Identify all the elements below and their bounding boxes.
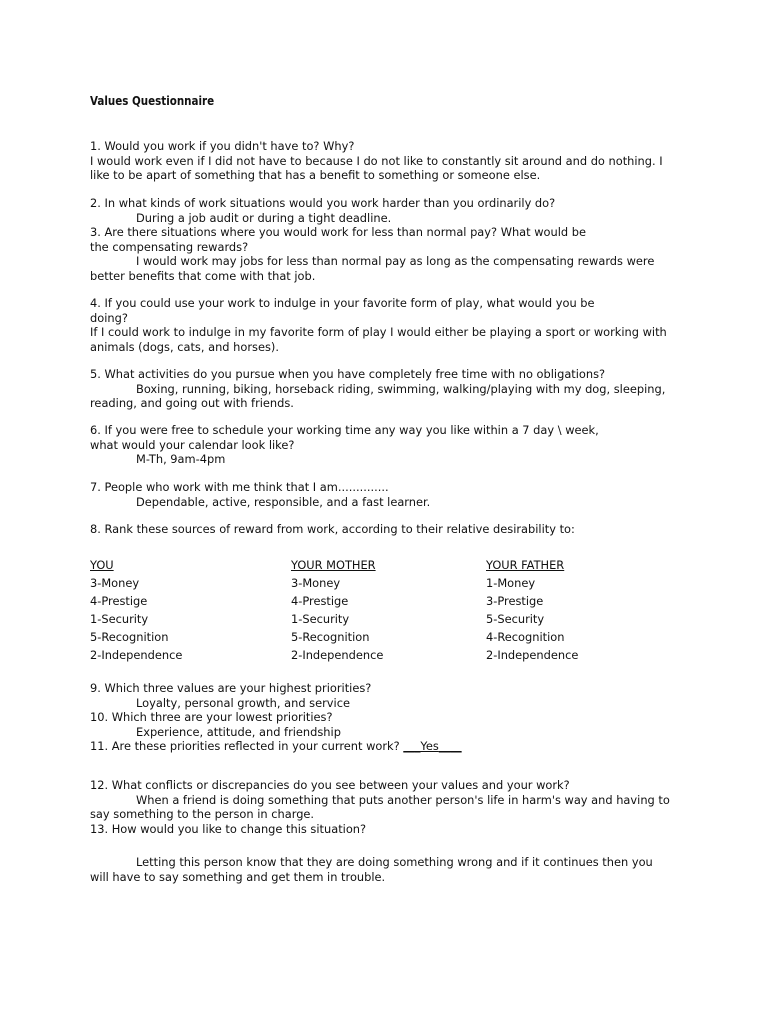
question-9: 9. Which three values are your highest priorities?: [90, 681, 372, 695]
ranking-item: 1-Money: [486, 576, 536, 590]
ranking-item: 5-Security: [486, 612, 545, 626]
ranking-item: 3-Money: [90, 576, 140, 590]
question-4-line-2: doing?: [90, 310, 128, 325]
question-8: 8. Rank these sources of reward from work, according to their relative desirability to:: [90, 522, 575, 536]
question-6-line-1: 6. If you were free to schedule your working time any way you like within a 7 day \ week,: [90, 423, 599, 437]
question-8-block: [90, 522, 690, 537]
answer-1: I would work even if I did not have to because I do not like to constantly sit around and do nothing. I like to be apart of something that has a benefit to something or someone else.: [90, 153, 663, 182]
question-6-block: [90, 423, 690, 467]
answer-11-blank-before: ___: [403, 739, 421, 753]
question-10: 10. Which three are your lowest priorities?: [90, 710, 333, 724]
answer-2: During a job audit or during a tight deadline.: [136, 210, 392, 225]
answer-13: Letting this person know that they are doing something wrong and if it continues then you will have to say something and get them in trouble.: [90, 855, 653, 884]
question-5: 5. What activities do you pursue when you have completely free time with no obligations?: [90, 367, 606, 381]
column-you: [90, 556, 182, 664]
question-9-11-block: [90, 681, 690, 754]
column-header-your-father: YOUR FATHER: [486, 558, 565, 572]
question-4-line-1: 4. If you could use your work to indulge in your favorite form of play, what would you be: [90, 296, 595, 310]
question-6-line-2: what would your calendar look like?: [90, 437, 295, 452]
question-4-block: [90, 296, 690, 354]
ranking-item: 1-Security: [90, 612, 149, 626]
question-7: 7. People who work with me think that I am..............: [90, 480, 389, 494]
answer-10: Experience, attitude, and friendship: [136, 724, 341, 739]
ranking-item: 3-Prestige: [486, 594, 544, 608]
ranking-item: 5-Recognition: [90, 630, 169, 644]
ranking-item: 4-Recognition: [486, 630, 565, 644]
ranking-item: 5-Recognition: [291, 630, 370, 644]
answer-12: When a friend is doing something that puts another person's life in harm's way and having to say something to the person in charge.: [90, 792, 670, 821]
column-header-your-mother: YOUR MOTHER: [291, 558, 376, 572]
question-1-block: [90, 139, 690, 183]
ranking-item: 4-Prestige: [90, 594, 148, 608]
column-header-you: YOU: [90, 558, 114, 572]
answer-7: Dependable, active, responsible, and a fast learner.: [136, 494, 431, 509]
question-12-13-block: [90, 778, 690, 836]
answer-6: M-Th, 9am-4pm: [136, 452, 226, 466]
answer-13-block: [90, 855, 690, 884]
column-your-mother: [291, 556, 383, 664]
question-7-block: [90, 480, 690, 509]
ranking-item: 4-Prestige: [291, 594, 349, 608]
answer-11-blank-after: ____: [438, 739, 462, 753]
ranking-item: 1-Security: [291, 612, 350, 626]
answer-3: I would work may jobs for less than normal pay as long as the compensating rewards were better benefits that come with that job.: [90, 254, 655, 283]
ranking-item: 3-Money: [291, 576, 341, 590]
question-5-block: [90, 367, 690, 411]
question-11: [90, 739, 690, 754]
answer-9: Loyalty, personal growth, and service: [136, 695, 350, 710]
question-2: 2. In what kinds of work situations would you work harder than you ordinarily do?: [90, 196, 556, 210]
question-11-text: 11. Are these priorities reflected in your current work?: [90, 739, 404, 753]
document-title: Values Questionnaire: [90, 94, 215, 108]
question-2-block: [90, 196, 690, 225]
answer-5: Boxing, running, biking, horseback riding, swimming, walking/playing with my dog, sleeping, reading, and going out with friends.: [90, 381, 666, 410]
ranking-item: 2-Independence: [90, 648, 183, 662]
question-3-block: [90, 225, 690, 283]
ranking-item: 2-Independence: [291, 648, 384, 662]
answer-11: Yes: [420, 739, 439, 753]
ranking-item: 2-Independence: [486, 648, 579, 662]
question-3-line-2: the compensating rewards?: [90, 239, 249, 254]
answer-4: If I could work to indulge in my favorite form of play I would either be playing a sport or working with animals (dogs, cats, and horses).: [90, 325, 667, 354]
column-your-father: [486, 556, 578, 664]
question-12: 12. What conflicts or discrepancies do you see between your values and your work?: [90, 778, 570, 792]
question-1: 1. Would you work if you didn't have to? Why?: [90, 139, 355, 153]
question-13: 13. How would you like to change this situation?: [90, 821, 367, 836]
question-3-line-1: 3. Are there situations where you would work for less than normal pay? What would be: [90, 225, 587, 239]
